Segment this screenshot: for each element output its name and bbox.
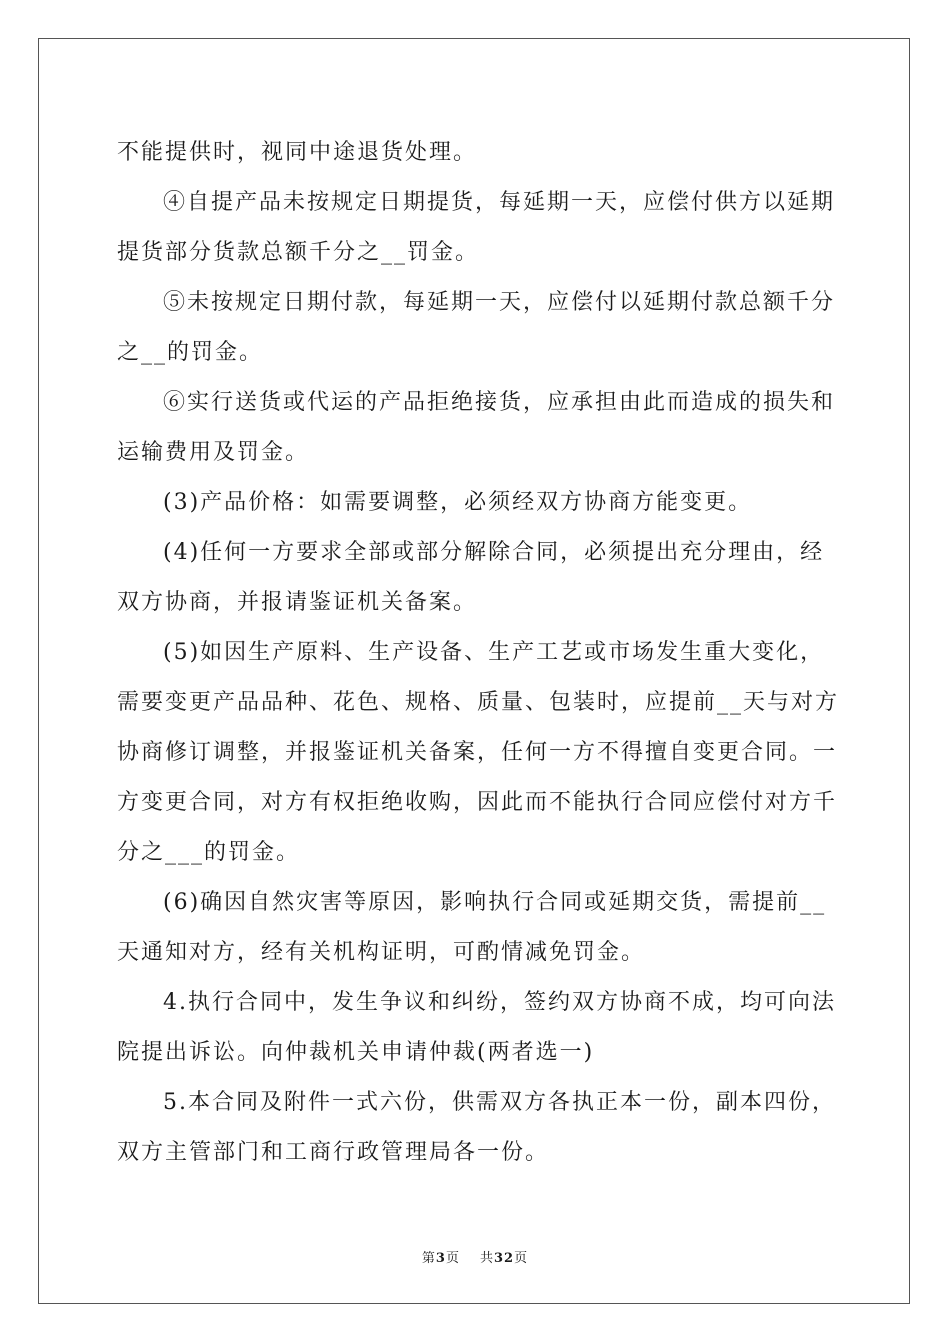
text-line-6: ⑥实行送货或代运的产品拒绝接货，应承担由此而造成的损失和 — [163, 390, 836, 415]
footer-total-suffix: 页 — [514, 1251, 529, 1266]
text-line-1: 不能提供时，视同中途退货处理。 — [117, 140, 478, 165]
text-line-8: (3)产品价格：如需要调整，必须经双方协商方能变更。 — [163, 490, 753, 515]
text-line-5: 之__的罚金。 — [117, 340, 264, 365]
text-line-12: 需要变更产品品种、花色、规格、质量、包装时，应提前__天与对方 — [117, 690, 840, 715]
text-line-11: (5)如因生产原料、生产设备、生产工艺或市场发生重大变化， — [163, 640, 825, 665]
text-line-17: 天通知对方，经有关机构证明，可酌情减免罚金。 — [117, 940, 646, 965]
footer-total-pages: 32 — [493, 1251, 515, 1266]
text-line-2: ④自提产品未按规定日期提货，每延期一天，应偿付供方以延期 — [163, 190, 836, 215]
text-line-7: 运输费用及罚金。 — [117, 440, 310, 465]
text-line-14: 方变更合同，对方有权拒绝收购，因此而不能执行合同应偿付对方千 — [117, 790, 838, 815]
document-body — [117, 128, 840, 1178]
text-line-15: 分之___的罚金。 — [117, 840, 301, 865]
footer-page-number: 3 — [435, 1251, 446, 1266]
text-line-10: 双方协商，并报请鉴证机关备案。 — [117, 590, 478, 615]
text-line-21: 双方主管部门和工商行政管理局各一份。 — [117, 1140, 550, 1165]
text-line-3: 提货部分货款总额千分之__罚金。 — [117, 240, 480, 265]
text-line-9: (4)任何一方要求全部或部分解除合同，必须提出充分理由，经 — [163, 540, 825, 565]
footer-total-prefix: 共 — [479, 1251, 494, 1266]
footer-page-suffix: 页 — [445, 1251, 460, 1266]
text-line-16: (6)确因自然灾害等原因，影响执行合同或延期交货，需提前__ — [163, 890, 827, 915]
text-line-19: 院提出诉讼。向仲裁机关申请仲裁(两者选一) — [117, 1040, 595, 1065]
page-footer — [0, 1247, 950, 1266]
footer-page-prefix: 第 — [421, 1251, 436, 1266]
text-line-13: 协商修订调整，并报鉴证机关备案，任何一方不得擅自变更合同。一 — [117, 740, 838, 765]
text-line-4: ⑤未按规定日期付款，每延期一天，应偿付以延期付款总额千分 — [163, 290, 836, 315]
text-line-20: 5.本合同及附件一式六份，供需双方各执正本一份，副本四份， — [163, 1090, 836, 1115]
text-line-18: 4.执行合同中，发生争议和纠纷，签约双方协商不成，均可向法 — [163, 990, 836, 1015]
